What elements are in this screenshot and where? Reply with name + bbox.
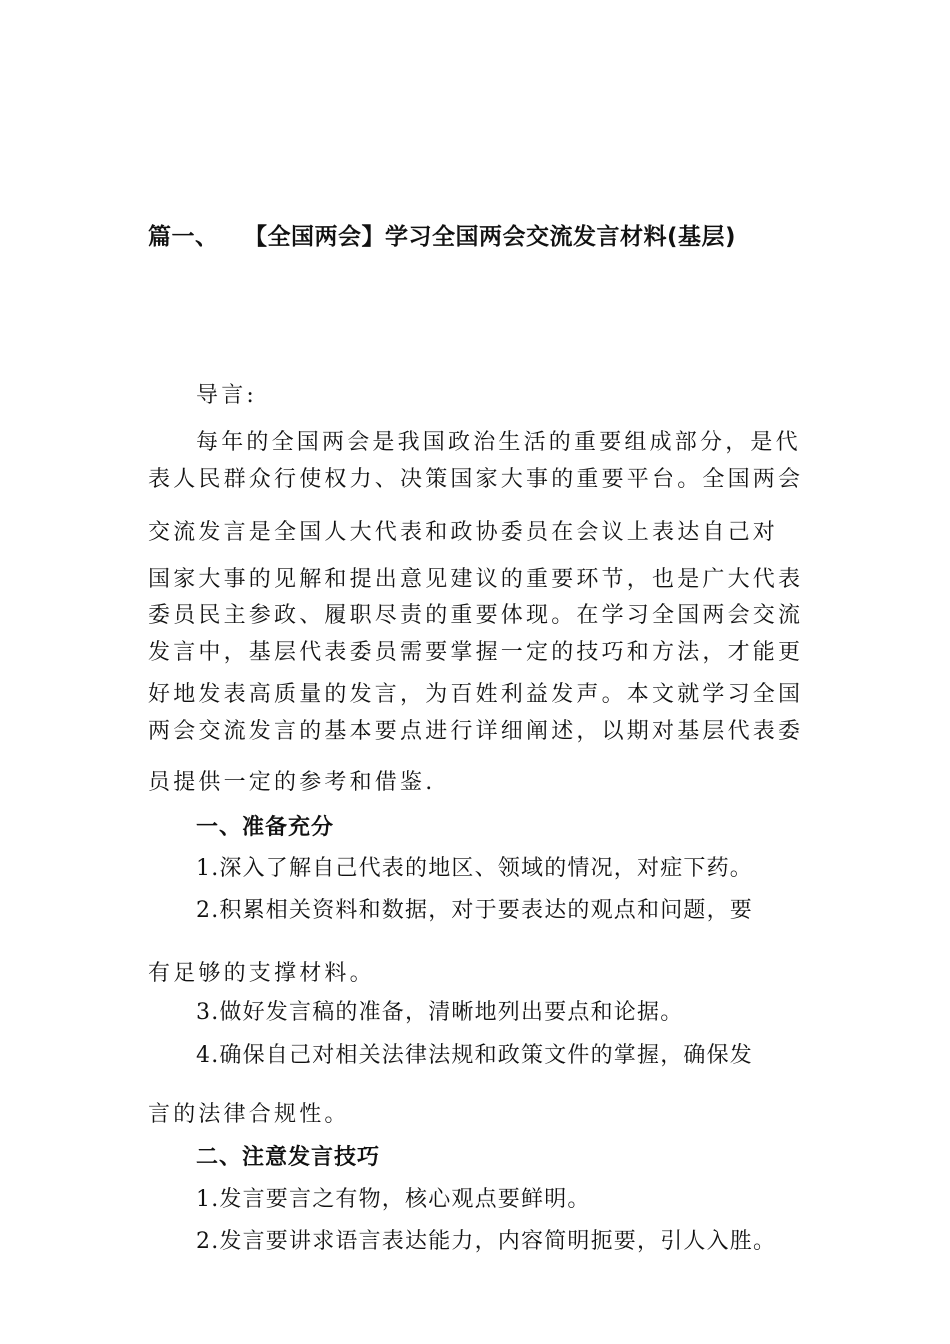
section-heading: 二、注意发言技巧: [196, 1145, 381, 1170]
intro-line: 员提供一定的参考和借鉴.: [148, 770, 436, 795]
list-item: 2.积累相关资料和数据，对于要表达的观点和问题，要: [196, 898, 753, 923]
intro-line: 每年的全国两会是我国政治生活的重要组成部分，是代: [196, 430, 801, 455]
title-text: 【全国两会】学习全国两会交流发言材料(基层): [244, 224, 737, 250]
document-title: [148, 218, 736, 251]
list-item: 1.深入了解自己代表的地区、领域的情况，对症下药。: [196, 856, 753, 881]
list-item: 4.确保自己对相关法律法规和政策文件的掌握，确保发: [196, 1043, 753, 1068]
intro-label: 导言:: [196, 383, 258, 408]
list-item: 3.做好发言稿的准备，清晰地列出要点和论据。: [196, 1000, 684, 1025]
intro-line: 国家大事的见解和提出意见建议的重要环节，也是广大代表: [148, 567, 804, 592]
intro-line: 好地发表高质量的发言，为百姓利益发声。本文就学习全国: [148, 682, 804, 707]
intro-line: 两会交流发言的基本要点进行详细阐述，以期对基层代表委: [148, 719, 804, 744]
list-item: 2.发言要讲求语言表达能力，内容简明扼要，引人入胜。: [196, 1229, 777, 1254]
intro-line: 表人民群众行使权力、决策国家大事的重要平台。全国两会: [148, 467, 804, 492]
intro-line: 交流发言是全国人大代表和政协委员在会议上表达自己对: [148, 520, 779, 545]
title-prefix: 篇一、: [148, 224, 219, 250]
intro-line: 发言中，基层代表委员需要掌握一定的技巧和方法，才能更: [148, 640, 804, 665]
section-heading: 一、准备充分: [196, 815, 335, 840]
list-item: 1.发言要言之有物，核心观点要鲜明。: [196, 1187, 591, 1212]
intro-line: 委员民主参政、履职尽责的重要体现。在学习全国两会交流: [148, 603, 804, 628]
list-item: 言的法律合规性。: [148, 1102, 350, 1127]
list-item: 有足够的支撑材料。: [148, 961, 375, 986]
